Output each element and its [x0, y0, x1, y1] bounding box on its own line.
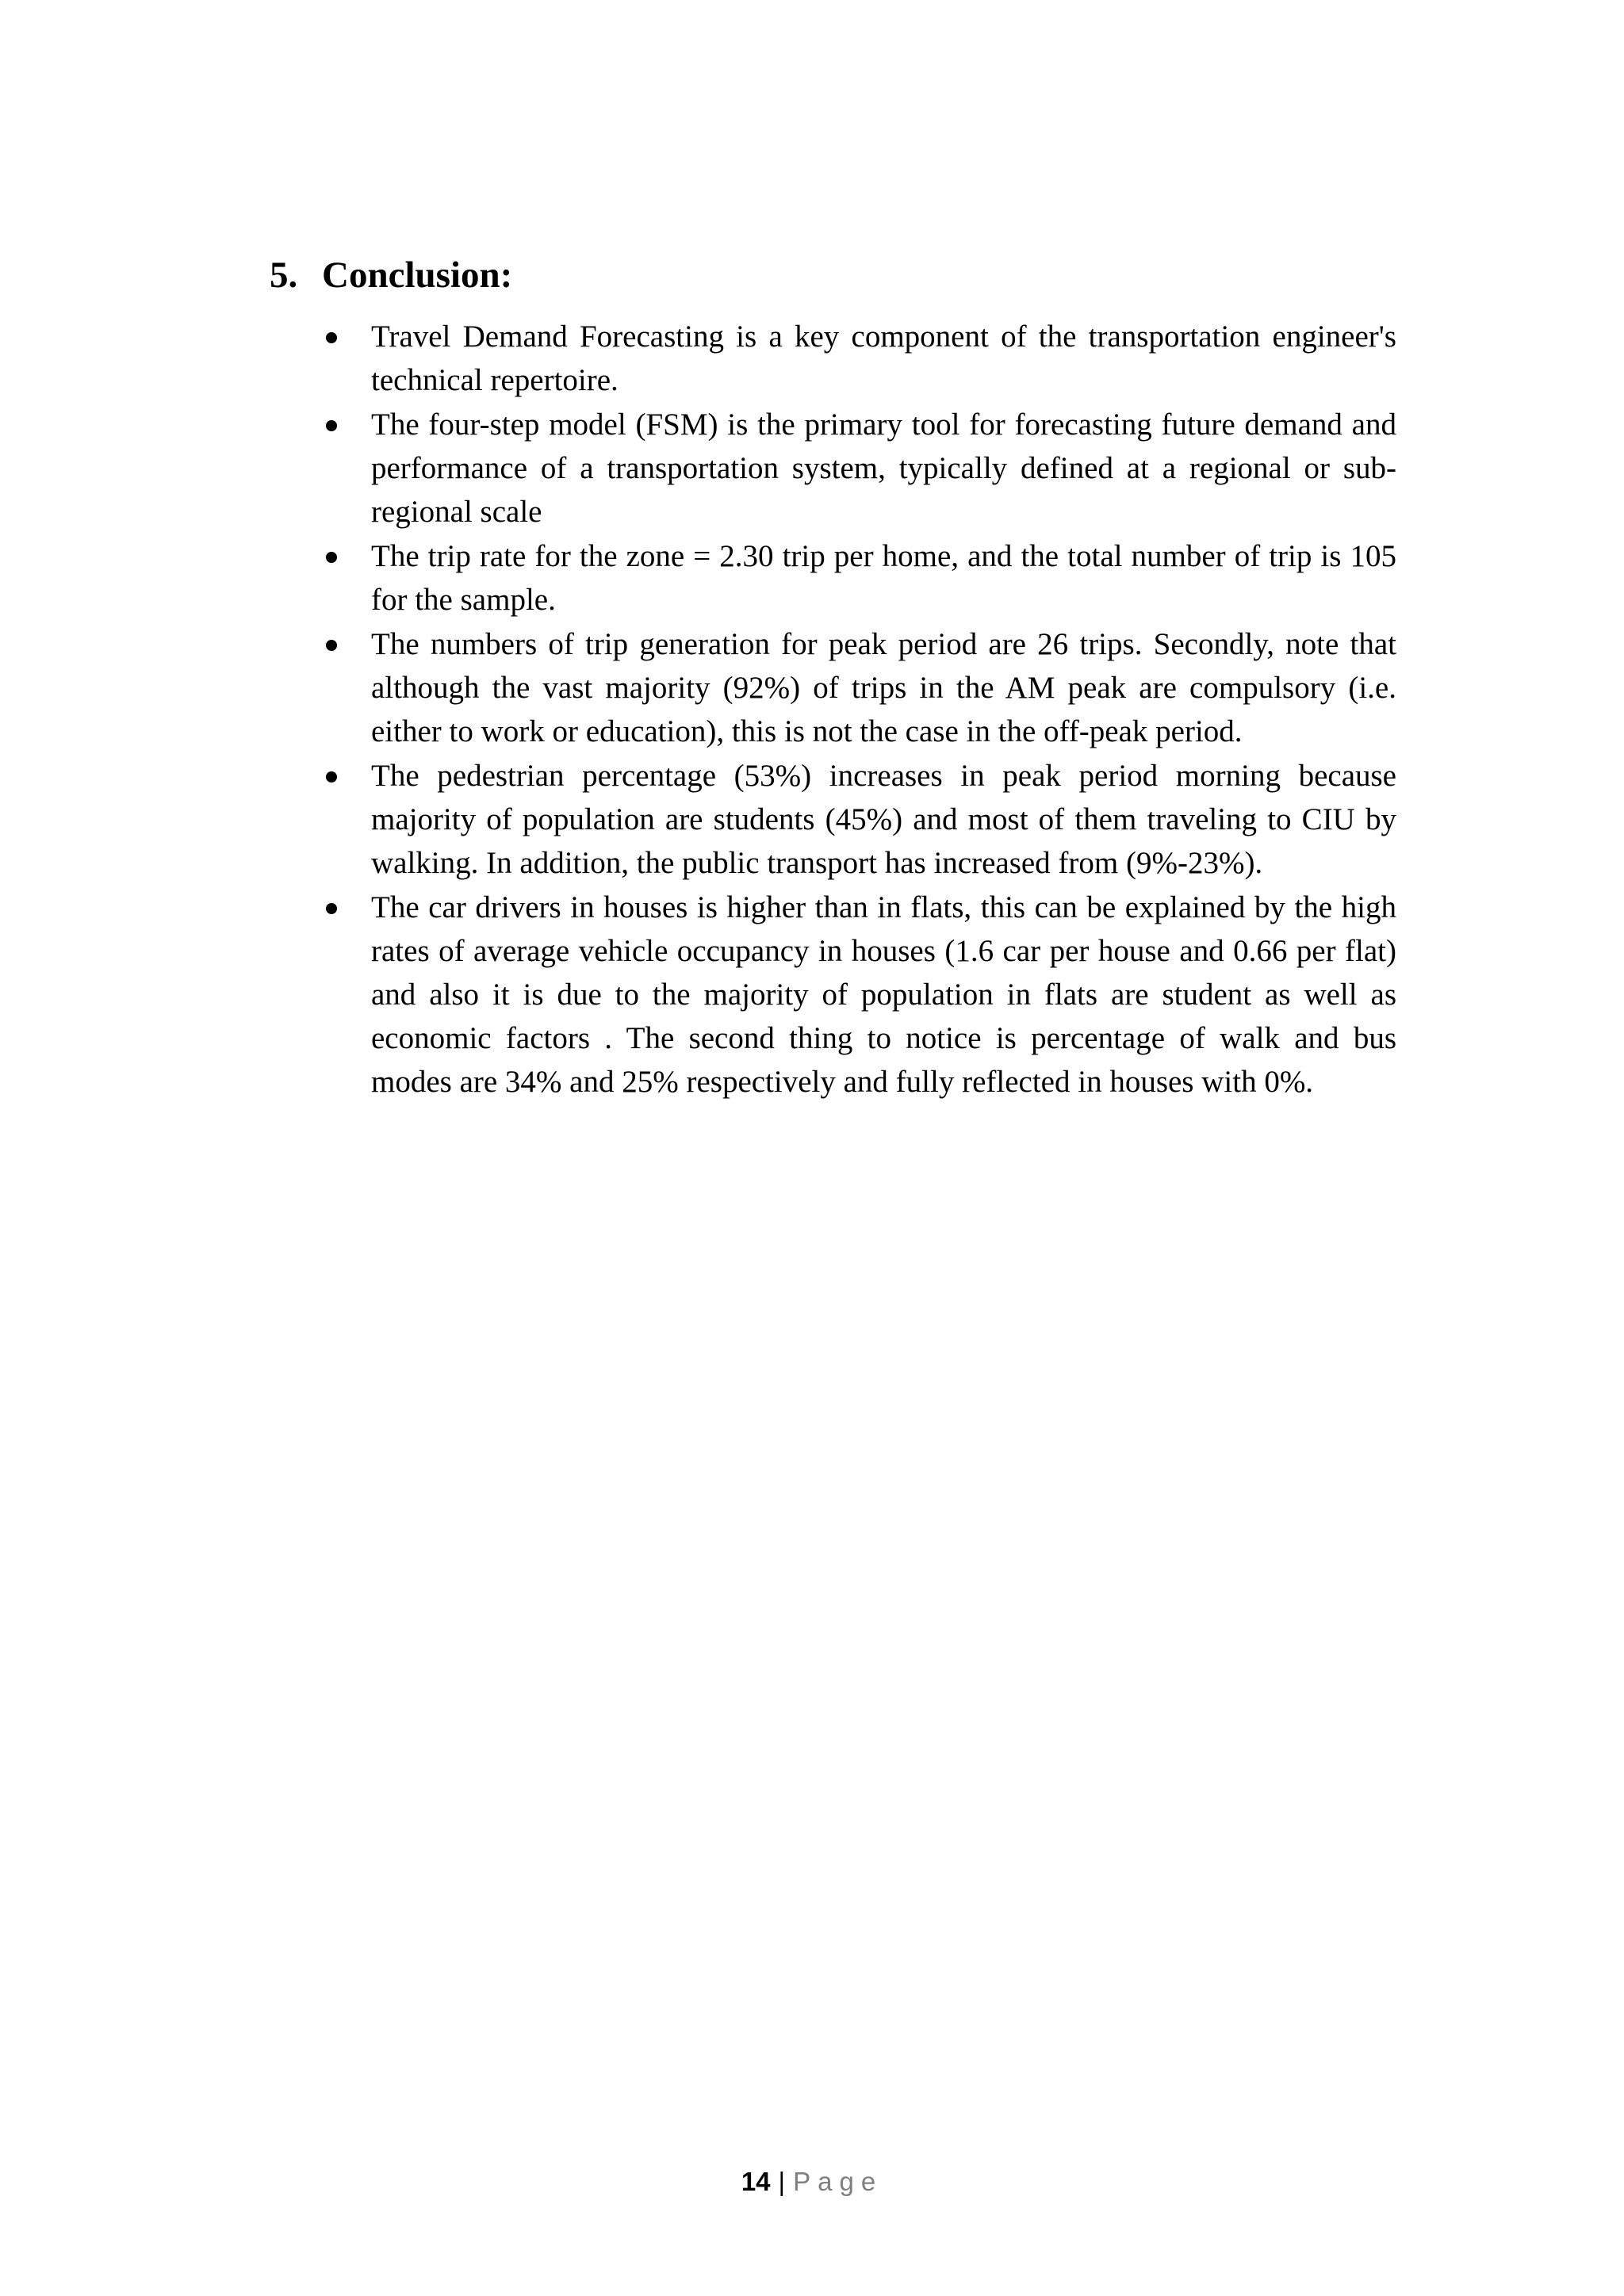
conclusion-bullet-list	[317, 315, 1396, 1104]
bullet-item-four-step-model	[317, 403, 1396, 534]
bullet-icon	[326, 552, 337, 563]
bullet-text: The numbers of trip generation for peak period are 26 trips. Secondly, note that although the vast majority (92%) of trips in the AM peak are compulsory (i.e. either to work or education), this is not the case in the off-peak period.	[371, 626, 1396, 748]
bullet-icon	[326, 332, 337, 343]
bullet-item-car-drivers	[317, 886, 1396, 1104]
bullet-icon	[326, 640, 337, 651]
bullet-item-trip-forecasting	[317, 315, 1396, 402]
section-number: 5.	[270, 254, 298, 296]
footer-separator: |	[778, 2167, 786, 2196]
bullet-item-pedestrian-percentage	[317, 754, 1396, 886]
section-heading	[270, 247, 512, 303]
page-footer	[0, 2164, 1624, 2199]
bullet-text: The four-step model (FSM) is the primary tool for forecasting future demand and performance of a transportation system, typically defined at a regional or sub-regional scale	[371, 407, 1396, 530]
bullet-icon	[326, 771, 337, 783]
bullet-icon	[326, 903, 337, 914]
bullet-icon	[326, 420, 337, 431]
bullet-text: The pedestrian percentage (53%) increases in peak period morning because majority of population are students (45%) and most of them traveling to CIU by walking. In addition, the public transport has increased from (9%-23%).	[371, 758, 1396, 880]
bullet-text: Travel Demand Forecasting is a key component of the transportation engineer's technical repertoire.	[371, 320, 1396, 398]
bullet-item-trip-rate	[317, 534, 1396, 622]
page-number: 14	[741, 2167, 771, 2196]
bullet-text: The trip rate for the zone = 2.30 trip per home, and the total number of trip is 105 for the sample.	[371, 538, 1396, 617]
page-label: Page	[793, 2167, 883, 2196]
bullet-item-peak-period	[317, 622, 1396, 754]
bullet-text: The car drivers in houses is higher than in flats, this can be explained by the high rates of average vehicle occupancy in houses (1.6 car per house and 0.66 per flat) and also it is due to the majority of population in flats are student as well as economic factors . The second thing to notice is percentage of walk and bus modes are 34% and 25% respectively and fully reflected in houses with 0%.	[371, 890, 1396, 1100]
section-title: Conclusion:	[322, 254, 513, 296]
